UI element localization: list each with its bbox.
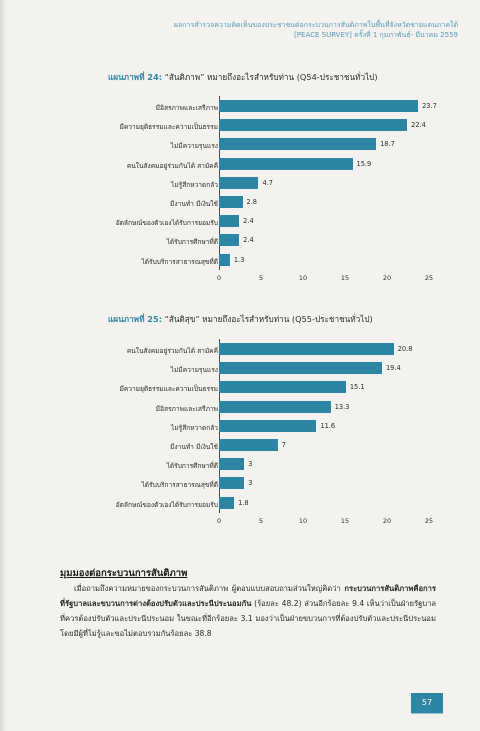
- axis-tick-label: 0: [216, 273, 222, 282]
- bar: [219, 439, 278, 451]
- chart-25-title: [108, 313, 373, 326]
- page-binding-shadow: [0, 0, 6, 731]
- paragraph-text-b: (ร้อยละ 48.2) ส่วนอีกร้อยละ 9.4 เห็นว่าเป็นฝ่ายรัฐบาลที่ควรต้องปรับตัวและประนีประนอม ในขณะที่อีกร้อยละ 3.1 มองว่าเป็นฝ่ายขบวนการที่ต้องปรับตัวและประนีประนอม โดยมีผู้ที่ไม่รู้และขอไม่ตอบรวมกันร้อยละ 38.8: [60, 599, 436, 638]
- bar: [219, 477, 244, 489]
- category-label: มีความยุติธรรมและความเป็นธรรม: [119, 385, 218, 394]
- category-label: อัตลักษณ์ของตัวเองได้รับการยอมรับ: [115, 219, 218, 228]
- value-label: 11.6: [320, 421, 336, 430]
- bar: [219, 381, 346, 393]
- value-label: 2.4: [243, 217, 254, 226]
- bar: [219, 343, 394, 355]
- body-paragraph: [60, 581, 436, 641]
- paragraph-text-bold: กระบวนการสันติภาพคือการที่รัฐบาลและขบวนการต่างต้องปรับตัวและประนีประนอมกัน: [60, 584, 436, 608]
- axis-tick-label: 0: [216, 516, 222, 525]
- category-label: ไม่มีความรุนแรง: [170, 366, 218, 375]
- bar: [219, 196, 243, 208]
- value-label: 3: [248, 479, 253, 488]
- bar: [219, 158, 353, 170]
- axis-tick-label: 10: [298, 273, 308, 282]
- bar: [219, 100, 418, 112]
- axis-tick-label: 25: [424, 273, 434, 282]
- chart-24-title: [108, 71, 378, 84]
- value-label: 2.8: [246, 198, 258, 206]
- chart-24-title-text: “สันติภาพ” หมายถึงอะไรสำหรับท่าน (Q54-ประชาชนทั่วไป): [161, 72, 378, 82]
- axis-tick-label: 20: [382, 273, 392, 282]
- bar: [219, 254, 230, 266]
- page-number: 57: [411, 693, 443, 713]
- category-label: ไม่รู้สึกหวาดกลัว: [171, 423, 218, 432]
- value-label: 15.1: [349, 383, 365, 392]
- value-label: 15.9: [356, 159, 372, 168]
- axis-tick-label: 15: [340, 273, 350, 282]
- bar: [219, 401, 331, 413]
- axis-tick-label: 15: [340, 516, 350, 525]
- bar: [219, 497, 234, 509]
- axis-tick-label: 5: [258, 516, 264, 525]
- value-label: 23.7: [422, 102, 437, 110]
- category-label: ได้รับการศึกษาที่ดี: [166, 238, 218, 247]
- bar: [219, 420, 316, 432]
- category-label: มีความยุติธรรมและความเป็นธรรม: [119, 123, 218, 132]
- section-heading: มุมมองต่อกระบวนการสันติภาพ: [60, 568, 188, 579]
- value-label: 1.3: [233, 255, 245, 264]
- value-label: 4.7: [262, 178, 273, 187]
- category-label: ได้รับการศึกษาที่ดี: [166, 462, 218, 471]
- value-label: 19.4: [385, 364, 401, 373]
- value-label: 3: [248, 460, 253, 469]
- bar: [219, 234, 239, 246]
- axis-tick-label: 20: [382, 516, 392, 525]
- value-label: 13.3: [334, 402, 350, 411]
- axis-tick-label: 25: [424, 516, 434, 525]
- value-label: 2.4: [243, 236, 254, 245]
- value-label: 7: [281, 441, 286, 449]
- category-label: มีอิสรภาพและเสรีภาพ: [155, 104, 218, 112]
- category-label: ไม่มีความรุนแรง: [170, 142, 218, 151]
- bar: [219, 138, 376, 150]
- category-label: มีงานทำ มีเงินใช้: [170, 443, 218, 451]
- category-label: ได้รับบริการสาธารณสุขที่ดี: [141, 481, 218, 490]
- category-label: คนในสังคมอยู่ร่วมกันได้ สามัคคี: [126, 347, 218, 355]
- axis-tick-label: 10: [298, 516, 308, 525]
- bar: [219, 362, 382, 374]
- header-line-1: ผลการสำรวจความคิดเห็นของประชาชนต่อกระบวนการสันติภาพในพื้นที่จังหวัดชายแดนภาคใต้: [173, 21, 458, 29]
- chart-25-title-text: “สันติสุข” หมายถึงอะไรสำหรับท่าน (Q55-ประชาชนทั่วไป): [161, 314, 373, 324]
- running-header: [174, 20, 458, 40]
- header-line-2: [PEACE SURVEY] ครั้งที่ 1 กุมภาพันธ์- มีนาคม 2559: [294, 31, 458, 39]
- value-label: 18.7: [380, 140, 395, 149]
- value-label: 22.4: [411, 121, 426, 130]
- axis-tick-label: 5: [258, 273, 264, 282]
- category-label: อัตลักษณ์ของตัวเองได้รับการยอมรับ: [115, 500, 218, 509]
- paragraph-text-a: เมื่อถามถึงความหมายของกระบวนการสันติภาพ ผู้ตอบแบบสอบถามส่วนใหญ่คิดว่า: [74, 584, 345, 593]
- category-label: ไม่รู้สึกหวาดกลัว: [171, 180, 218, 189]
- category-label: ได้รับบริการสาธารณสุขที่ดี: [141, 257, 218, 266]
- category-label: คนในสังคมอยู่ร่วมกันได้ สามัคคี: [126, 161, 218, 170]
- chart-24-title-lead: แผนภาพที่ 24:: [108, 72, 162, 82]
- bar: [219, 119, 407, 131]
- value-label: 1.8: [238, 498, 249, 507]
- category-label: มีงานทำ มีเงินใช้: [170, 200, 218, 208]
- value-label: 20.8: [397, 345, 413, 353]
- bar: [219, 215, 239, 227]
- page-number-rule: [411, 713, 443, 714]
- bar: [219, 177, 258, 189]
- category-label: มีอิสรภาพและเสรีภาพ: [155, 404, 218, 413]
- chart-25-title-lead: แผนภาพที่ 25:: [108, 314, 162, 324]
- bar: [219, 458, 244, 470]
